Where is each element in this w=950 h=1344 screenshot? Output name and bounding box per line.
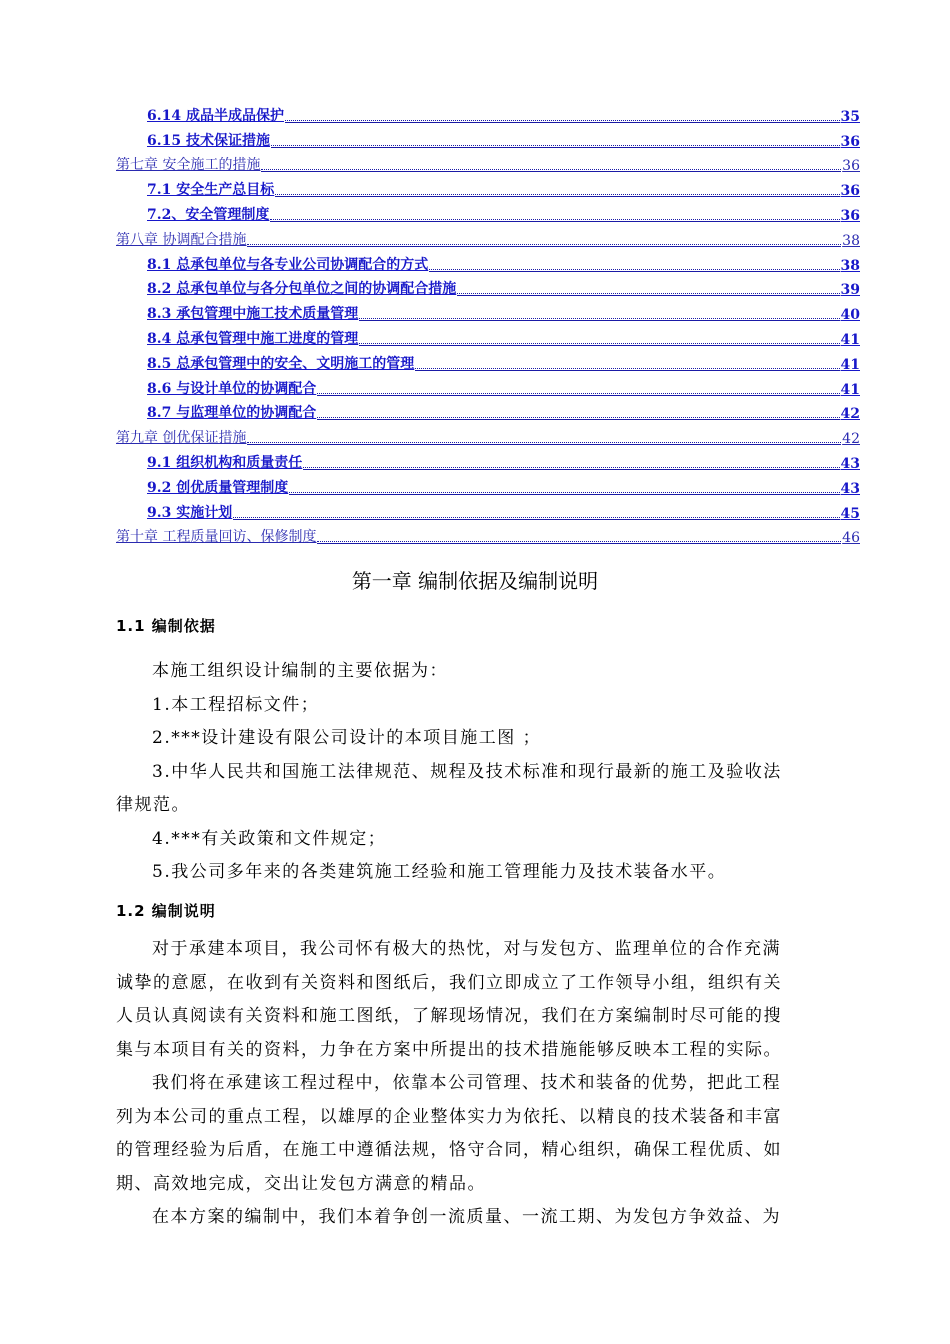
toc-page-number: 39: [840, 282, 860, 299]
toc-entry-label: 8.5 总承包管理中的安全、文明施工的管理: [147, 355, 415, 372]
text-line: 3.中华人民共和国施工法律规范、规程及技术标准和现行最新的施工及验收法: [152, 761, 782, 782]
toc-entry-label: 8.4 总承包管理中施工进度的管理: [147, 330, 359, 347]
toc-entry-label: 6.14 成品半成品保护: [147, 107, 284, 124]
toc-page-number: 38: [840, 257, 860, 274]
toc-page-number: 41: [840, 356, 860, 373]
toc-page-number: 36: [840, 183, 860, 200]
text-line: 律规范。: [116, 795, 190, 815]
toc-entry[interactable]: [116, 497, 860, 522]
toc-entry[interactable]: [116, 249, 860, 274]
text-line: 诚挚的意愿，在收到有关资料和图纸后，我们立即成立了工作领导小组，组织有关: [116, 972, 782, 993]
toc-leader-dots: [270, 219, 839, 220]
toc-page-number: 46: [842, 530, 860, 547]
toc-entry[interactable]: [116, 422, 860, 447]
toc-entry[interactable]: [116, 100, 860, 125]
section-1-1-body: [116, 655, 860, 890]
toc-entry[interactable]: [116, 298, 860, 323]
toc-page-number: 43: [840, 480, 860, 497]
toc-leader-dots: [275, 194, 839, 195]
text-line: 本施工组织设计编制的主要依据为：: [152, 661, 448, 681]
text-line: 2.***设计建设有限公司设计的本项目施工图 ；: [152, 728, 542, 748]
toc-entry[interactable]: [116, 224, 860, 249]
section-heading-1-1: 1.1 编制依据: [116, 617, 216, 635]
toc-page-number: 36: [842, 158, 860, 175]
toc-entry-label: 8.3 承包管理中施工技术质量管理: [147, 306, 359, 323]
toc-page-number: 42: [840, 406, 860, 423]
toc-leader-dots: [317, 393, 839, 394]
toc-entry-label: 第九章 创优保证措施: [116, 430, 247, 447]
text-line: 1.本工程招标文件；: [152, 694, 320, 715]
toc-entry[interactable]: [116, 274, 860, 299]
toc-entry[interactable]: [116, 323, 860, 348]
toc-entry[interactable]: [116, 522, 860, 547]
toc-entry-label: 7.1 安全生产总目标: [147, 182, 275, 199]
toc-page-number: 38: [842, 232, 860, 249]
toc-entry-label: 9.2 创优质量管理制度: [147, 479, 289, 496]
toc-entry-label: 8.6 与设计单位的协调配合: [147, 380, 317, 397]
toc-entry-label: 第七章 安全施工的措施: [116, 157, 261, 174]
section-1-2-body: [116, 933, 860, 1235]
toc-page-number: 42: [842, 431, 860, 448]
toc-entry-label: 第十章 工程质量回访、保修制度: [116, 529, 317, 546]
toc-entry-label: 8.1 总承包单位与各专业公司协调配合的方式: [147, 256, 429, 273]
toc-entry[interactable]: [116, 150, 860, 175]
toc-leader-dots: [317, 417, 839, 418]
toc-entry-label: 9.1 组织机构和质量责任: [147, 454, 303, 471]
text-line: 集与本项目有关的资料，力争在方案中所提出的技术措施能够反映本工程的实际。: [116, 1039, 782, 1060]
toc-entry[interactable]: [116, 199, 860, 224]
toc-page-number: 40: [840, 307, 860, 324]
toc-entry-label: 6.15 技术保证措施: [147, 132, 270, 149]
toc-page-number: 41: [840, 331, 860, 348]
toc-leader-dots: [289, 492, 839, 493]
toc-leader-dots: [233, 517, 839, 518]
toc-entry[interactable]: [116, 125, 860, 150]
toc-page-number: 43: [840, 455, 860, 472]
toc-page-number: 41: [840, 381, 860, 398]
toc-leader-dots: [271, 145, 840, 146]
text-line: 我们将在承建该工程过程中，依靠本公司管理、技术和装备的优势，把此工程: [152, 1073, 781, 1093]
toc-entry[interactable]: [116, 348, 860, 373]
toc-leader-dots: [285, 120, 840, 121]
text-line: 4.***有关政策和文件规定；: [152, 828, 387, 849]
toc-entry-label: 第八章 协调配合措施: [116, 231, 247, 248]
toc-page-number: 35: [840, 108, 860, 125]
chapter-title: 第一章 编制依据及编制说明: [351, 569, 599, 593]
toc-leader-dots: [415, 368, 839, 369]
toc-leader-dots: [303, 467, 839, 468]
toc-entry-label: 7.2、安全管理制度: [147, 206, 270, 223]
toc-leader-dots: [261, 169, 841, 170]
toc-leader-dots: [247, 244, 841, 245]
text-line: 列为本公司的重点工程，以雄厚的企业整体实力为依托、以精良的技术装备和丰富: [116, 1106, 782, 1127]
table-of-contents: [116, 100, 860, 546]
text-line: 人员认真阅读有关资料和施工图纸，了解现场情况，我们在方案编制时尽可能的搜: [116, 1006, 782, 1026]
toc-entry-label: 8.7 与监理单位的协调配合: [147, 405, 317, 422]
toc-entry-label: 9.3 实施计划: [147, 504, 233, 521]
toc-entry[interactable]: [116, 398, 860, 423]
toc-entry[interactable]: [116, 174, 860, 199]
toc-leader-dots: [317, 541, 841, 542]
section-heading-1-2: 1.2 编制说明: [116, 902, 216, 920]
toc-leader-dots: [359, 343, 839, 344]
toc-entry[interactable]: [116, 447, 860, 472]
toc-leader-dots: [457, 293, 839, 294]
text-line: 在本方案的编制中，我们本着争创一流质量、一流工期、为发包方争效益、为: [152, 1207, 781, 1227]
toc-leader-dots: [359, 318, 839, 319]
text-line: 期、高效地完成，交出让发包方满意的精品。: [116, 1173, 486, 1194]
toc-leader-dots: [247, 442, 841, 443]
toc-entry-label: 8.2 总承包单位与各分包单位之间的协调配合措施: [147, 281, 457, 298]
toc-page-number: 36: [840, 133, 860, 150]
toc-page-number: 45: [840, 505, 860, 522]
toc-entry[interactable]: [116, 373, 860, 398]
text-line: 的管理经验为后盾，在施工中遵循法规，恪守合同，精心组织，确保工程优质、如: [116, 1140, 782, 1160]
toc-page-number: 36: [840, 207, 860, 224]
toc-leader-dots: [429, 269, 839, 270]
text-line: 对于承建本项目，我公司怀有极大的热忱，对与发包方、监理单位的合作充满: [152, 939, 781, 959]
text-line: 5.我公司多年来的各类建筑施工经验和施工管理能力及技术装备水平。: [152, 862, 727, 882]
toc-entry[interactable]: [116, 472, 860, 497]
